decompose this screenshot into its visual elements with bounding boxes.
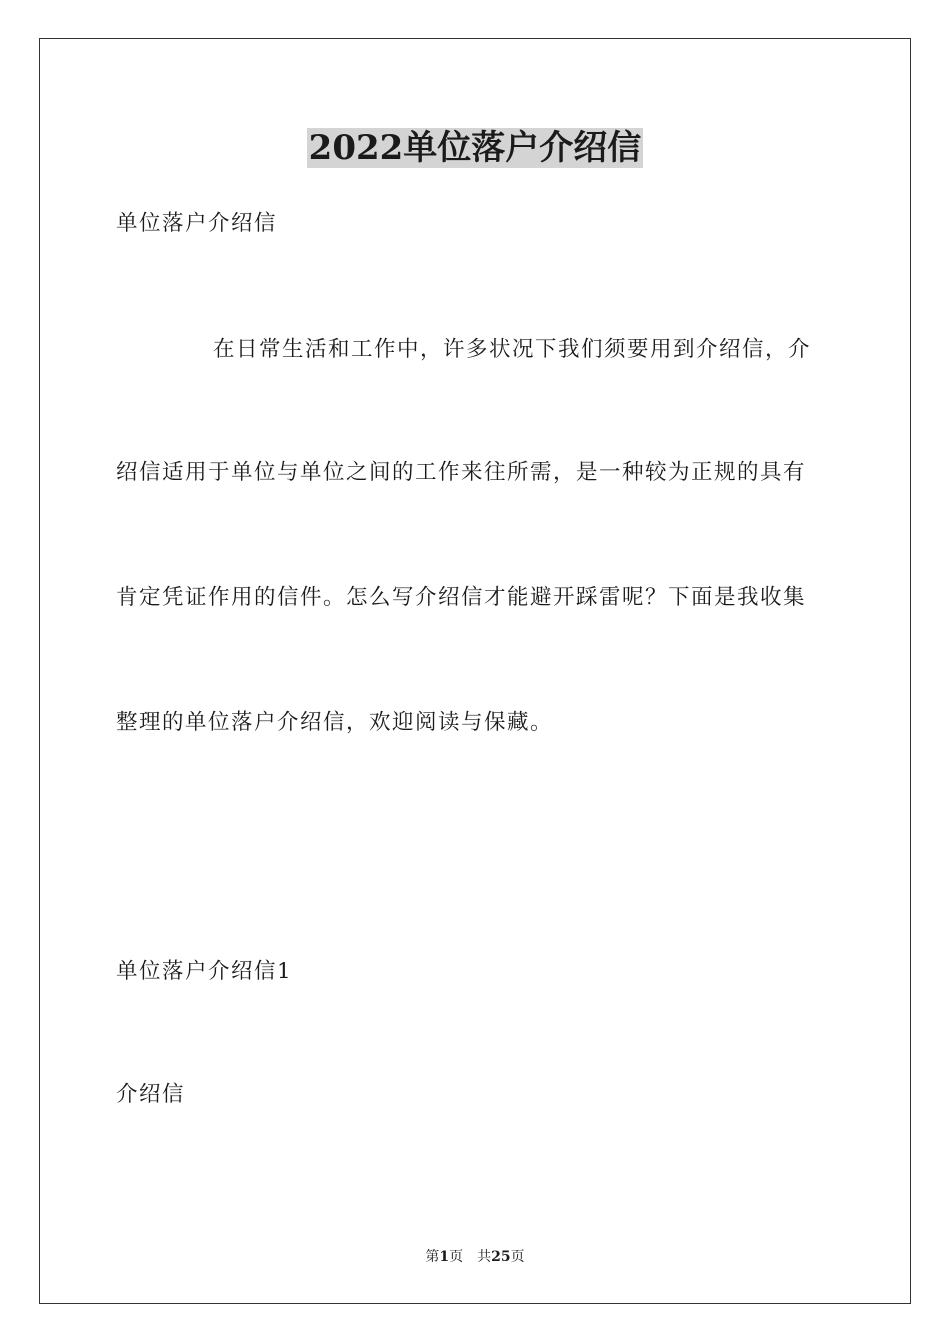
footer-page-current: 1 xyxy=(439,1249,450,1265)
paragraph-line-1: 在日常生活和工作中，许多状况下我们须要用到介绍信，介 xyxy=(213,337,812,362)
paragraph-line-2: 绍信适用于单位与单位之间的工作来往所需，是一种较为正规的具有 xyxy=(116,460,807,485)
page-footer xyxy=(0,1247,950,1267)
section-subheading: 介绍信 xyxy=(116,1082,186,1107)
paragraph-line-3: 肯定凭证作用的信件。怎么写介绍信才能避开踩雷呢？下面是我收集 xyxy=(116,585,807,610)
document-subtitle: 单位落户介绍信 xyxy=(116,211,278,236)
footer-page-suffix: 页 xyxy=(449,1249,464,1265)
footer-total-suffix: 页 xyxy=(510,1249,525,1265)
footer-total-prefix: 共 xyxy=(477,1249,492,1265)
paragraph-line-4: 整理的单位落户介绍信，欢迎阅读与保藏。 xyxy=(116,710,554,735)
document-title xyxy=(0,126,950,170)
document-title-text: 2022单位落户介绍信 xyxy=(308,128,642,168)
footer-page-total: 25 xyxy=(491,1249,511,1265)
section-heading: 单位落户介绍信1 xyxy=(116,959,293,984)
footer-page-prefix: 第 xyxy=(425,1249,440,1265)
